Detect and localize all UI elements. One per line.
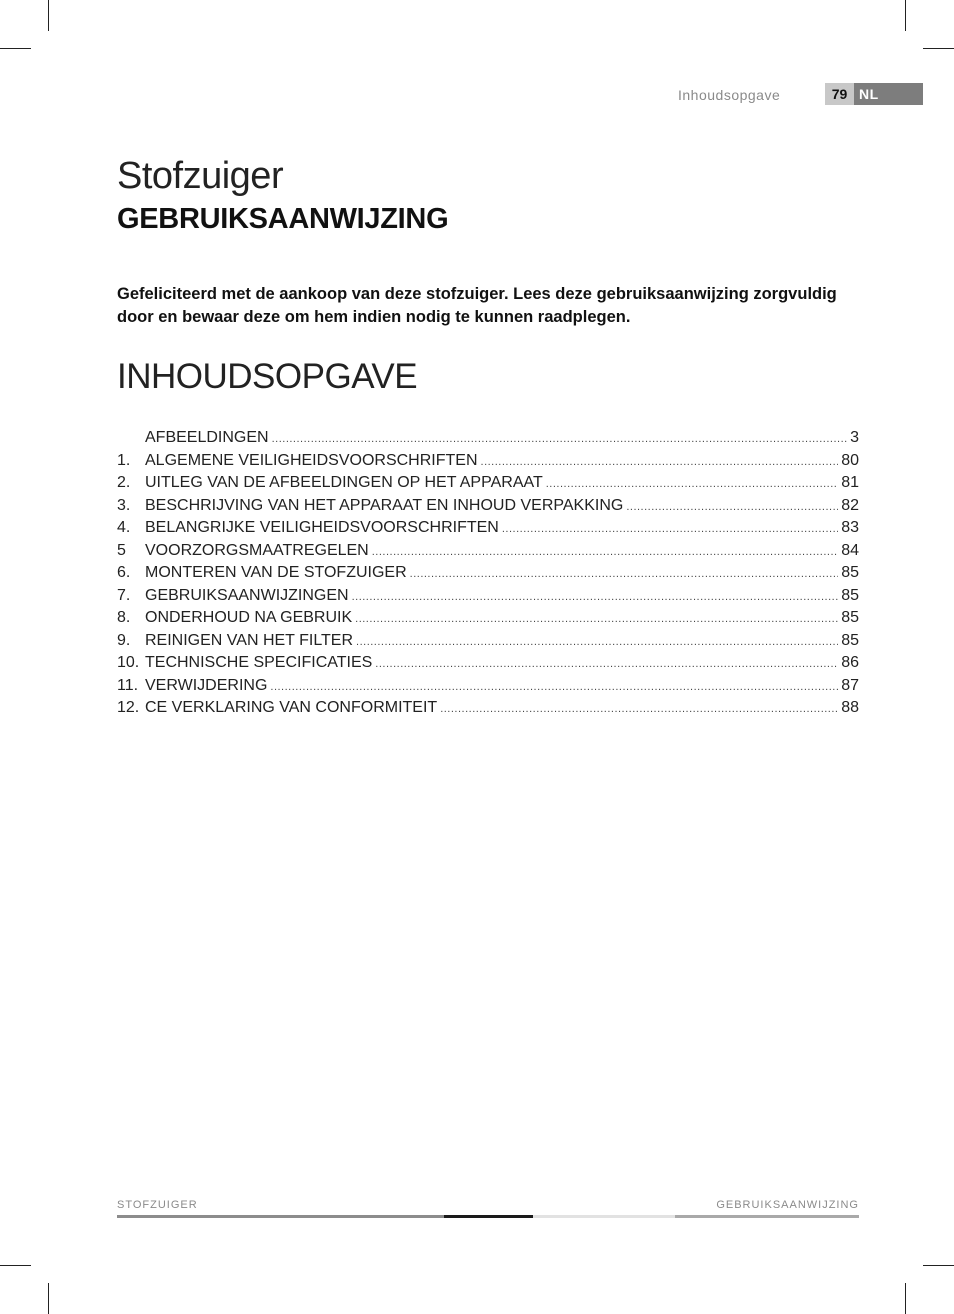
toc-entry-page: 82 — [841, 496, 859, 514]
header-section-title: Inhoudsopgave — [678, 87, 781, 103]
toc-dot-leader — [440, 703, 838, 715]
toc-dot-leader — [270, 681, 838, 693]
crop-mark-bottom-left-horizontal — [0, 1265, 31, 1266]
toc-entry[interactable] — [117, 452, 859, 475]
toc-entry-number: 3. — [117, 496, 131, 514]
toc-entry[interactable] — [117, 542, 859, 565]
toc-entry-number: 5 — [117, 541, 126, 559]
toc-entry[interactable] — [117, 564, 859, 587]
crop-mark-top-right-horizontal — [923, 48, 954, 49]
toc-dot-leader — [356, 636, 838, 648]
toc-entry-number: 10. — [117, 654, 140, 671]
toc-entry[interactable] — [117, 632, 859, 655]
toc-entry-label: MONTEREN VAN DE STOFZUIGER — [145, 564, 407, 581]
toc-entry[interactable] — [117, 654, 859, 677]
toc-entry-label: TECHNISCHE SPECIFICATIES — [145, 654, 373, 671]
toc-dot-leader — [410, 568, 839, 580]
toc-entry-number: 8. — [117, 609, 131, 626]
toc-entry-number: 11. — [117, 676, 139, 694]
footer-bar-segment-black — [444, 1215, 533, 1218]
toc-entry[interactable] — [117, 677, 859, 700]
crop-mark-top-left-horizontal — [0, 48, 31, 49]
toc-dot-leader — [355, 613, 838, 625]
toc-dot-leader — [546, 478, 838, 490]
toc-entry-page: 84 — [841, 541, 859, 559]
toc-entry-page: 3 — [850, 429, 859, 446]
table-of-contents — [117, 429, 859, 722]
toc-entry-page: 85 — [841, 586, 859, 604]
toc-dot-leader — [352, 591, 839, 603]
toc-entry-page: 83 — [841, 519, 859, 536]
toc-entry-label: BESCHRIJVING VAN HET APPARAAT EN INHOUD VERPAKKING — [145, 496, 624, 514]
toc-entry[interactable] — [117, 609, 859, 632]
crop-mark-bottom-right-horizontal — [923, 1265, 954, 1266]
footer-bar-segment-mid-gray — [117, 1215, 444, 1218]
toc-entry-label: UITLEG VAN DE AFBEELDINGEN OP HET APPARAAT — [145, 474, 543, 491]
footer-bar-segment-gray — [675, 1215, 859, 1218]
toc-entry[interactable] — [117, 497, 859, 520]
toc-entry[interactable] — [117, 429, 859, 452]
toc-dot-leader — [502, 523, 838, 535]
toc-entry-label: REINIGEN VAN HET FILTER — [145, 631, 354, 649]
toc-entry-page: 86 — [841, 654, 859, 671]
toc-dot-leader — [272, 433, 848, 445]
toc-entry-number: 9. — [117, 631, 131, 649]
header-page-number: 79 — [825, 83, 854, 105]
toc-entry-label: GEBRUIKSAANWIJZINGEN — [145, 586, 349, 604]
toc-entry-page: 85 — [841, 609, 859, 626]
toc-entry[interactable] — [117, 519, 859, 542]
toc-entry[interactable] — [117, 587, 859, 610]
toc-dot-leader — [372, 546, 838, 558]
footer-document-name: GEBRUIKSAANWIJZING — [716, 1199, 859, 1211]
toc-entry-page: 87 — [841, 676, 859, 694]
toc-entry-label: AFBEELDINGEN — [145, 429, 269, 446]
footer-product-name: STOFZUIGER — [117, 1199, 198, 1211]
toc-entry-number: 1. — [117, 451, 131, 469]
toc-dot-leader — [626, 501, 838, 513]
footer-bar-segment-light-gray — [533, 1215, 675, 1218]
header-language-tab: NL — [854, 83, 923, 105]
toc-dot-leader — [481, 456, 839, 468]
toc-dot-leader — [375, 658, 838, 670]
toc-entry[interactable] — [117, 699, 859, 722]
toc-entry-label: CE VERKLARING VAN CONFORMITEIT — [145, 699, 438, 716]
toc-entry-label: ALGEMENE VEILIGHEIDSVOORSCHRIFTEN — [145, 451, 478, 469]
toc-entry-number: 6. — [117, 564, 131, 581]
toc-entry-number: 2. — [117, 474, 131, 491]
crop-mark-top-right-vertical — [905, 0, 906, 31]
toc-entry-label: VOORZORGSMAATREGELEN — [145, 541, 369, 559]
toc-entry-number: 7. — [117, 586, 131, 604]
toc-entry-page: 85 — [841, 564, 859, 581]
product-title: Stofzuiger — [117, 155, 284, 197]
crop-mark-bottom-right-vertical — [905, 1283, 906, 1314]
toc-entry-page: 85 — [841, 631, 859, 649]
toc-entry-number: 12. — [117, 699, 140, 716]
toc-entry-page: 80 — [841, 451, 859, 469]
toc-entry[interactable] — [117, 474, 859, 497]
manual-title: GEBRUIKSAANWIJZING — [117, 203, 449, 235]
crop-mark-bottom-left-vertical — [48, 1283, 49, 1314]
toc-entry-page: 88 — [841, 699, 859, 716]
toc-entry-number: 4. — [117, 519, 131, 536]
toc-heading: INHOUDSOPGAVE — [117, 357, 418, 396]
toc-entry-label: BELANGRIJKE VEILIGHEIDSVOORSCHRIFTEN — [145, 519, 499, 536]
intro-paragraph: Gefeliciteerd met de aankoop van deze stofzuiger. Lees deze gebruiksaanwijzing zorgvuldig door en bewaar deze om hem indien nodig te kunnen raadplegen. — [117, 285, 837, 326]
toc-entry-page: 81 — [841, 474, 859, 491]
crop-mark-top-left-vertical — [48, 0, 49, 31]
toc-entry-label: ONDERHOUD NA GEBRUIK — [145, 609, 353, 626]
toc-entry-label: VERWIJDERING — [145, 676, 268, 694]
